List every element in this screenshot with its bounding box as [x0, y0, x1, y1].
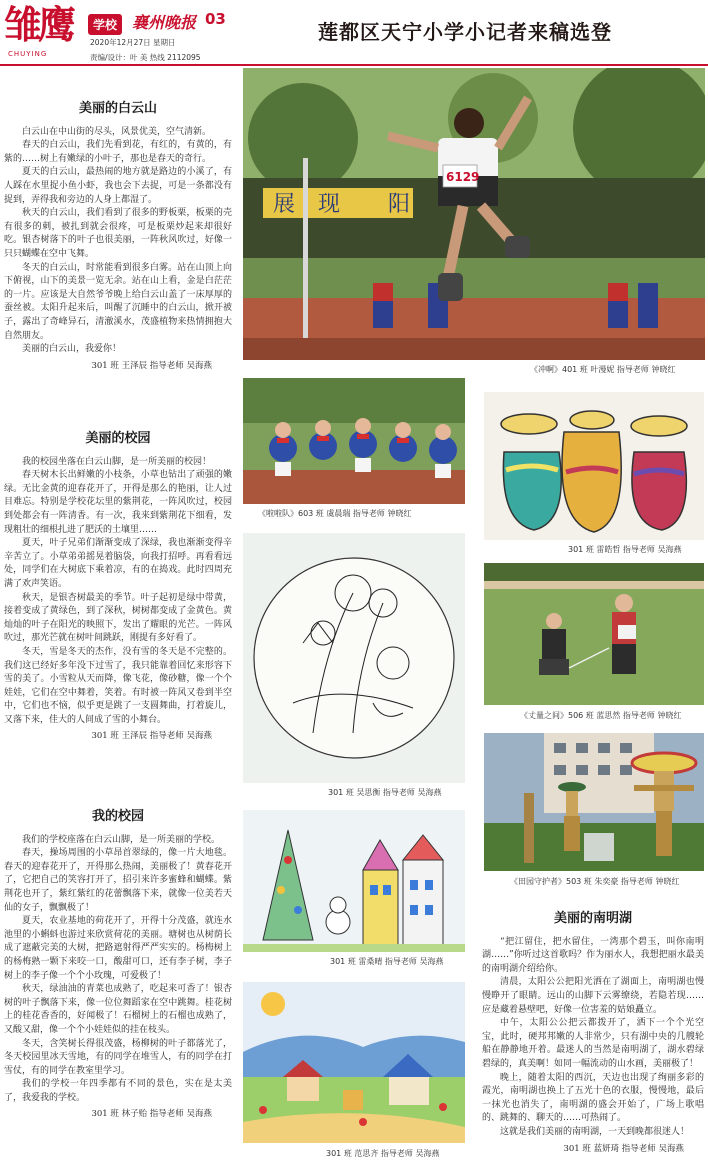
paragraph: 夏天，农业基地的荷花开了，开得十分茂盛，就连水池里的小蝌蚪也游过来欣赏荷花的美丽。塘树也从树荫长成了遮蔽完美的大树，把路遮射得严严实实的。杨梅树上的杨梅熟一颗下来咬一口，酸甜可口，还有李子树，李子树上的李子像一个个小玫瑰，可爱极了！: [4, 916, 232, 981]
editor-line: 责编/设计：叶 美 热线 2112095: [90, 53, 201, 62]
caption: 301 班 范思齐 指导老师 吴海燕: [326, 1149, 440, 1158]
article-nanming-lake: [482, 908, 704, 1156]
paragraph: 冬天，含笑树长得很茂盛，杨柳树的叶子都落光了，冬天校园里冰天雪地，有的同学在堆雪人，有的同学在打雪仗，有的同学在教室里学习。: [4, 1038, 232, 1076]
masthead: [0, 0, 708, 66]
logo-pinyin: CHUYING: [8, 50, 48, 58]
banner-char: 现: [318, 192, 341, 217]
paragraph: “把江留住，把水留住，一湾那个碧玉，叫你南明湖……”你听过这首歌吗？作为丽水人，我想把丽水最美的南明湖介绍给你。: [482, 936, 704, 974]
closing-line: 这就是我们美丽的南明湖，一天到晚都很迷人！: [500, 1126, 690, 1137]
caption: 301 班 雷桑晴 指导老师 吴海燕: [330, 957, 444, 966]
paragraph: 我们的学校座落在白云山脚，是一所美丽的学校。: [22, 834, 221, 845]
caption: 《啦啦队》603 班 虞晨瑞 指导老师 钟晓红: [258, 509, 412, 518]
article-title: 美丽的白云山: [78, 101, 157, 116]
drawing-castle: [243, 810, 465, 952]
drawing-circle: [243, 533, 465, 783]
paper-name: 襄州晚报: [132, 13, 197, 32]
paragraph: 秋天，绿油油的青菜也成熟了，吃起来可香了！银杏树的叶子飘落下来，像一位位舞蹈家在空中跳舞。桂花树上的桂花香香的，好闻极了！石榴树上的石榴也成熟了，又酸又甜，像一个个小娃娃似的挂在枝头。: [4, 984, 232, 1035]
article-campus: [4, 428, 232, 744]
logo: 雏鹰: [4, 2, 73, 47]
section-badge: 学校: [88, 14, 122, 35]
paragraph: 冬天的白云山，时常能看到很多白雾。站在山顶上向下俯视，山下的美景一览无余。站在山上看，金是白茫茫的一片。应该是大自然爷爷晚上给白云山盖了一床厚厚的蚕丝被。太阳升起来后，叫醒了沉睡中的白云山，掀开被子，露出了奇峰异石，清澈溪水，茂盛植物来热情拥抱大自然朋友。: [4, 262, 232, 341]
paragraph: 秋天，是银杏树最美的季节。叶子起初是绿中带黄，接着变成了黄绿色，到了深秋，树树都变成了金黄色。黄灿灿的叶子在阳光的映照下，发出了耀眼的光芒。一阵风吹过，那光芒就在树叶间跳跃，刚提有多好看了。: [4, 592, 232, 644]
drawing-vases: [484, 392, 704, 540]
photo-measuring: [484, 563, 704, 705]
page-number: 03: [205, 10, 226, 28]
paragraph: 美丽的白云山，我爱你！: [22, 344, 122, 355]
caption: 301 班 雷皓哲 指导老师 吴海燕: [568, 545, 682, 554]
byline: 301 班 林子贻 指导老师 吴海燕: [91, 1109, 212, 1120]
paragraph: 我们的学校一年四季都有不同的景色，实在是太美了，我爱我的学校。: [4, 1079, 232, 1103]
paragraph: 白云山在中山街的尽头，风景优美，空气清新。: [22, 126, 212, 137]
photo-high-jump: [243, 68, 705, 360]
article-title: 我的校园: [91, 809, 144, 824]
caption: 《田园守护者》503 班 朱奕豪 指导老师 钟晓红: [510, 877, 680, 886]
caption: 《丈量之间》506 班 蓝思然 指导老师 钟晓红: [520, 711, 682, 720]
paragraph: 中午，太阳公公把云都拨开了，洒下一个个光空宝，此时，硬邦邦嫩的人非常少，只有湖中央的几艘轮船在静静地开着。最迷人的当然是南明湖了，湖水碧绿碧绿的，真美啊！如同一幅流动的山水画，美丽极了！: [482, 1018, 704, 1069]
paragraph: 冬天，雪是冬天的杰作，没有雪的冬天是不完整的。我们这已经好多年没下过雪了，我只能靠着回忆来形容下雪的美了。小雪粒从天而降，像飞花，像砂糖，像一个个娃娃，它们在空中舞着，笑着。有时被一阵风又卷到半空中，它们也不恼，似乎更是跳了一支圆舞曲，打着旋儿，又落下来，佳大的人间成了雪的小舞台。: [4, 646, 232, 725]
header-rule: [0, 64, 708, 66]
paragraph: 春天，操场周围的小草昂首翠绿的，像一片大地毯。春天的迎春花开了，开得那么热闹，美丽极了！黄春花开了，它把自己的笑容打开了，招引来许多蜜蜂和蝴蝶。紫荆花也开了，紫红紫红的花蕾飘落下来，就像一位美若天仙的女子，飘飘极了！: [4, 848, 232, 913]
banner-char: 展: [273, 192, 296, 217]
paragraph: 我的校园坐落在白云山脚，是一所美丽的校园！: [22, 456, 212, 467]
paragraph: 清晨，太阳公公把阳光洒在了湖面上，南明湖也慢慢睁开了眼睛。远山的山脚下云雾缭绕，若隐若现……应是藏着悬壁吧，好像一位害羞的姑娘矗立。: [482, 977, 704, 1015]
photo-cheerleaders: [243, 378, 465, 504]
byline: 301 班 蓝妍琦 指导老师 吴海燕: [563, 1143, 684, 1154]
article-title: 美丽的校园: [85, 431, 151, 446]
paragraph: 夏天的白云山，最热闹的地方就是路边的小溪了，有人踩在水里捉小鱼小虾，我也会下去捉，可是一条都没有捉到，弄得我和旁边的人身上都湿了。: [4, 167, 232, 205]
page-title: 莲都区天宁小学小记者来稿选登: [318, 20, 612, 44]
photo-scarecrow: [484, 733, 704, 871]
paragraph: 春天的白云山，我们先看到花，有红的，有黄的，有紫的……树上有嫩绿的小叶子，那也是春天的奇行。: [4, 140, 232, 164]
byline: 301 班 王泽辰 指导老师 吴海燕: [91, 360, 212, 371]
article-my-school: [4, 806, 232, 1122]
date-line: 2020年12月27日 星期日: [90, 38, 176, 47]
article-title: 美丽的南明湖: [553, 911, 632, 926]
caption: 301 班 吴思衡 指导老师 吴海燕: [328, 788, 442, 797]
paragraph: 夏天，叶子兄弟们渐渐变成了深绿，我也渐渐变得辛辛苦立了。小草弟弟摇晃着脑袋，向我打招呼。再看看远处，同学们在大树底下乘着凉，有的在捣戏。此时四周充满了欢声笑语。: [4, 538, 232, 589]
bib-number: 6129: [446, 170, 480, 184]
paragraph: 春天树木长出鲜嫩的小枝条，小草也钻出了顽强的嫩绿。无比金黄的迎春花开了，开得是那么的艳丽，让人过目难忘。特别是学校花坛里的紫荆花，一阵风吹过，校园到处都会有一阵清香。有一次，我来到紫荆花下细看，发现粗壮的细根扎进了肥沃的土壤里……: [4, 470, 232, 535]
paragraph: 秋天的白云山，我们看到了很多的野板栗，板栗的壳有很多的刺，被扎到就会很疼，可是板栗炒起来却很好吃。银杏树落下的叶子也很美丽，一阵秋风吹过，好像一只只蝴蝶在空中飞舞。: [4, 208, 232, 259]
caption: 《冲啊》401 班 叶漫妮 指导老师 钟晓红: [530, 365, 676, 374]
byline: 301 班 王泽辰 指导老师 吴海燕: [91, 731, 212, 742]
banner-char: 阳: [388, 192, 411, 217]
article-baiyun: [4, 98, 232, 373]
drawing-village: [243, 982, 465, 1143]
paragraph: 晚上，随着太阳的西沉，天边也出现了绚丽多彩的霞光，南明湖也换上了五光十色的衣服，慢慢地，最后一抹光也消失了，南明湖的盛会开始了，广场上歌唱的、跳舞的、聊天的……可热闹了。: [482, 1072, 704, 1124]
